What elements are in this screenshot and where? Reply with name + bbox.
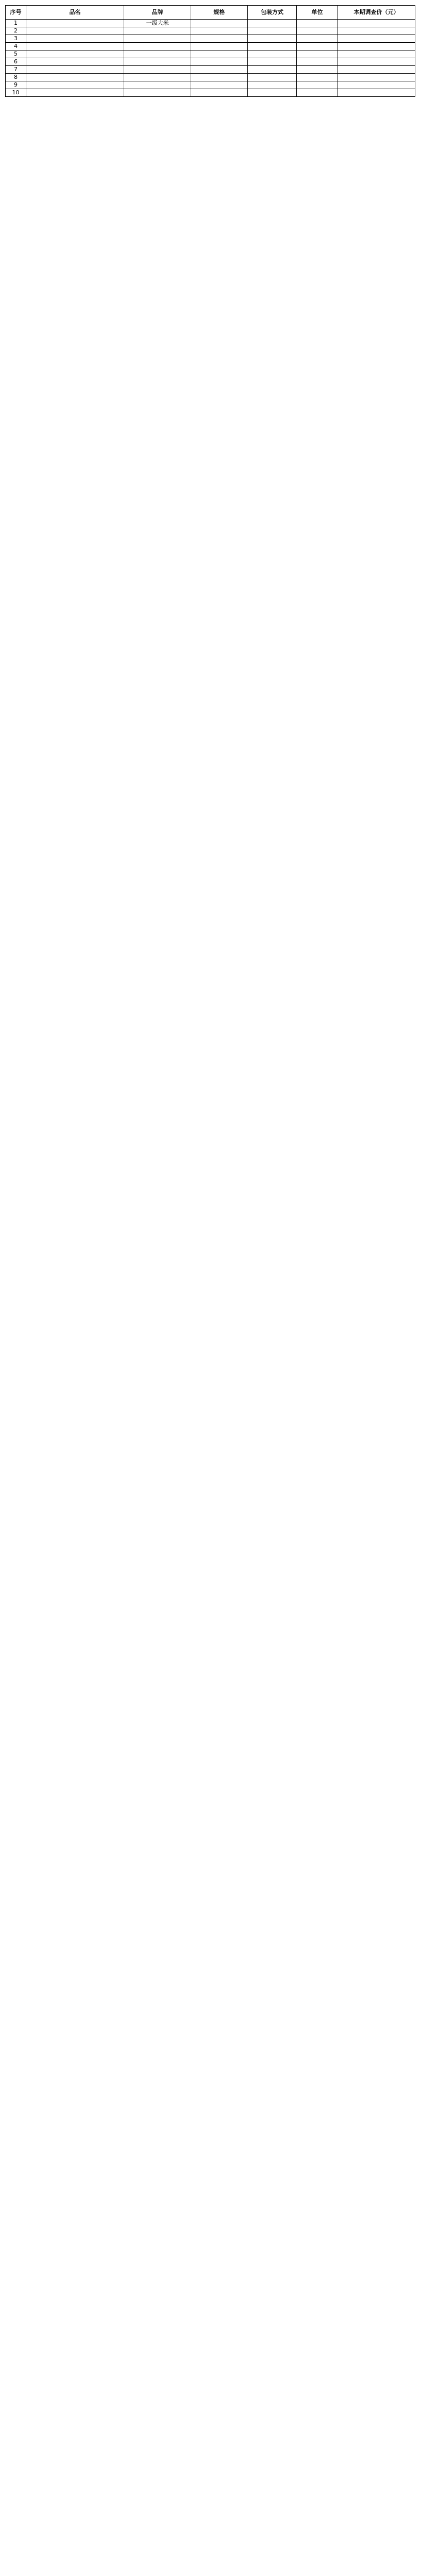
cell-price bbox=[338, 35, 415, 43]
cell-name bbox=[26, 27, 124, 35]
table-row bbox=[6, 81, 415, 89]
cell-packaging bbox=[248, 43, 297, 50]
cell-spec bbox=[191, 43, 248, 50]
cell-no: 5 bbox=[6, 50, 26, 58]
table-row bbox=[6, 50, 415, 58]
cell-no: 2 bbox=[6, 27, 26, 35]
cell-price bbox=[338, 43, 415, 50]
cell-no: 4 bbox=[6, 43, 26, 50]
cell-packaging bbox=[248, 74, 297, 81]
cell-unit bbox=[297, 58, 338, 66]
table-body bbox=[6, 20, 415, 97]
table-row bbox=[6, 43, 415, 50]
table-row bbox=[6, 27, 415, 35]
cell-spec bbox=[191, 58, 248, 66]
cell-price bbox=[338, 81, 415, 89]
cell-no: 10 bbox=[6, 89, 26, 97]
cell-price bbox=[338, 27, 415, 35]
cell-name bbox=[26, 66, 124, 74]
cell-spec bbox=[191, 89, 248, 97]
cell-packaging bbox=[248, 35, 297, 43]
cell-brand: 一级大米 bbox=[124, 20, 191, 27]
cell-packaging bbox=[248, 58, 297, 66]
header-brand: 品牌 bbox=[124, 6, 191, 20]
cell-name bbox=[26, 20, 124, 27]
document-page bbox=[5, 5, 415, 97]
cell-price bbox=[338, 50, 415, 58]
cell-spec bbox=[191, 50, 248, 58]
cell-brand bbox=[124, 43, 191, 50]
table-row bbox=[6, 89, 415, 97]
cell-name bbox=[26, 89, 124, 97]
cell-spec bbox=[191, 20, 248, 27]
cell-no: 3 bbox=[6, 35, 26, 43]
cell-brand bbox=[124, 27, 191, 35]
cell-no: 6 bbox=[6, 58, 26, 66]
cell-no: 7 bbox=[6, 66, 26, 74]
header-unit: 单位 bbox=[297, 6, 338, 20]
cell-unit bbox=[297, 74, 338, 81]
table-row bbox=[6, 20, 415, 27]
cell-packaging bbox=[248, 89, 297, 97]
cell-spec bbox=[191, 74, 248, 81]
cell-unit bbox=[297, 43, 338, 50]
cell-name bbox=[26, 43, 124, 50]
cell-unit bbox=[297, 81, 338, 89]
cell-brand bbox=[124, 50, 191, 58]
cell-brand bbox=[124, 81, 191, 89]
cell-no: 1 bbox=[6, 20, 26, 27]
table-row bbox=[6, 66, 415, 74]
cell-price bbox=[338, 66, 415, 74]
cell-packaging bbox=[248, 50, 297, 58]
cell-brand bbox=[124, 66, 191, 74]
cell-unit bbox=[297, 20, 338, 27]
table-header-row bbox=[6, 6, 415, 20]
cell-packaging bbox=[248, 81, 297, 89]
cell-unit bbox=[297, 50, 338, 58]
cell-name bbox=[26, 50, 124, 58]
cell-brand bbox=[124, 89, 191, 97]
cell-unit bbox=[297, 27, 338, 35]
table-row bbox=[6, 58, 415, 66]
header-no: 序号 bbox=[6, 6, 26, 20]
table-row bbox=[6, 35, 415, 43]
cell-price bbox=[338, 89, 415, 97]
cell-no: 9 bbox=[6, 81, 26, 89]
cell-packaging bbox=[248, 66, 297, 74]
cell-spec bbox=[191, 81, 248, 89]
header-spec: 规格 bbox=[191, 6, 248, 20]
cell-unit bbox=[297, 35, 338, 43]
cell-brand bbox=[124, 58, 191, 66]
cell-name bbox=[26, 35, 124, 43]
table-row bbox=[6, 74, 415, 81]
cell-name bbox=[26, 58, 124, 66]
cell-spec bbox=[191, 27, 248, 35]
cell-unit bbox=[297, 89, 338, 97]
cell-spec bbox=[191, 66, 248, 74]
cell-packaging bbox=[248, 20, 297, 27]
cell-no: 8 bbox=[6, 74, 26, 81]
cell-unit bbox=[297, 66, 338, 74]
cell-packaging bbox=[248, 27, 297, 35]
price-survey-table bbox=[5, 5, 415, 97]
cell-brand bbox=[124, 35, 191, 43]
cell-price bbox=[338, 58, 415, 66]
cell-name bbox=[26, 81, 124, 89]
header-name: 品名 bbox=[26, 6, 124, 20]
cell-brand bbox=[124, 74, 191, 81]
header-price: 本期调查价（元） bbox=[338, 6, 415, 20]
cell-name bbox=[26, 74, 124, 81]
cell-price bbox=[338, 20, 415, 27]
cell-price bbox=[338, 74, 415, 81]
cell-spec bbox=[191, 35, 248, 43]
header-packaging: 包装方式 bbox=[248, 6, 297, 20]
